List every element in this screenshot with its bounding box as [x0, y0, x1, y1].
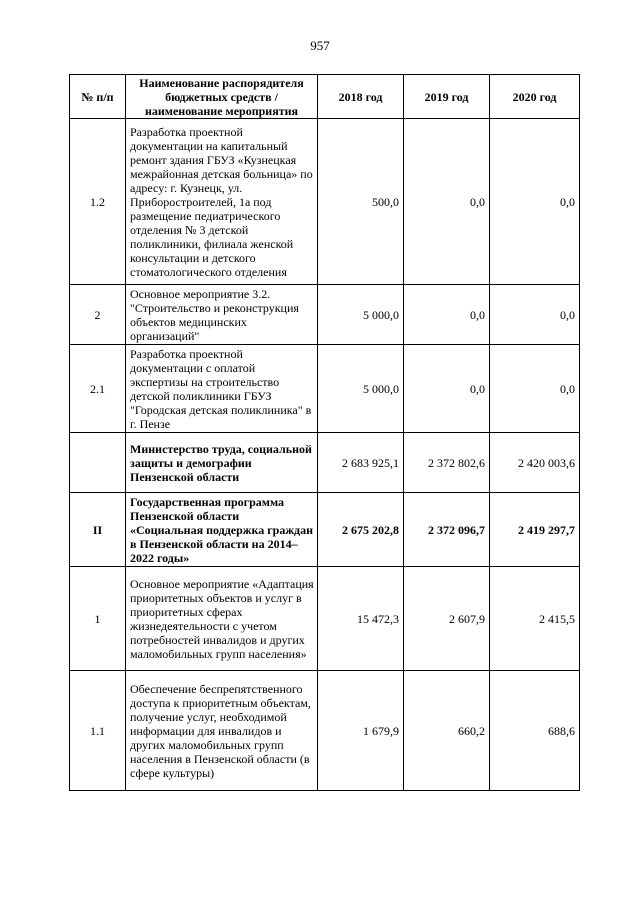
- row-2018: 500,0: [318, 119, 404, 285]
- row-name: Обеспечение беспрепятственного доступа к приоритетным объектам, получение услуг, необходимой информации для инвалидов и других маломобильных групп населения в Пензенской области (в сфере культуры): [126, 671, 318, 791]
- row-num: [70, 433, 126, 493]
- row-2018: 5 000,0: [318, 345, 404, 433]
- header-2018: 2018 год: [318, 75, 404, 119]
- row-2018: 5 000,0: [318, 285, 404, 345]
- table-row: [70, 671, 580, 791]
- row-name: Основное мероприятие «Адаптация приоритетных объектов и услуг в приоритетных сферах жизнедеятельности с учетом потребностей инвалидов и других маломобильных групп населения»: [126, 567, 318, 671]
- row-num: 2: [70, 285, 126, 345]
- table-row: [70, 433, 580, 493]
- row-2020: 0,0: [490, 345, 580, 433]
- table-row: [70, 285, 580, 345]
- row-name: Министерство труда, социальной защиты и демографии Пензенской области: [126, 433, 318, 493]
- row-name: Разработка проектной документации на капитальный ремонт здания ГБУЗ «Кузнецкая межрайонная детская больница» по адресу: г. Кузнецк, ул. Приборостроителей, 1а под размещение педиатрического отделения № 3 детской поликлиники, филиала женской консультации и детского стоматологического отделения: [126, 119, 318, 285]
- row-2018: 2 683 925,1: [318, 433, 404, 493]
- row-2018: 15 472,3: [318, 567, 404, 671]
- row-num: 1.1: [70, 671, 126, 791]
- row-2020: 2 419 297,7: [490, 493, 580, 567]
- row-name: Государственная программа Пензенской области «Социальная поддержка граждан в Пензенской области на 2014–2022 годы»: [126, 493, 318, 567]
- table-row: [70, 119, 580, 285]
- row-2020: 0,0: [490, 285, 580, 345]
- row-2019: 2 372 096,7: [404, 493, 490, 567]
- row-num: 1: [70, 567, 126, 671]
- row-2018: 2 675 202,8: [318, 493, 404, 567]
- row-2020: 2 415,5: [490, 567, 580, 671]
- row-2020: 2 420 003,6: [490, 433, 580, 493]
- row-2019: 2 607,9: [404, 567, 490, 671]
- row-2019: 0,0: [404, 119, 490, 285]
- row-num: II: [70, 493, 126, 567]
- row-2020: 688,6: [490, 671, 580, 791]
- header-name: Наименование распорядителя бюджетных средств / наименование мероприятия: [126, 75, 318, 119]
- header-2019: 2019 год: [404, 75, 490, 119]
- header-2020: 2020 год: [490, 75, 580, 119]
- row-2019: 0,0: [404, 345, 490, 433]
- row-2019: 0,0: [404, 285, 490, 345]
- row-2018: 1 679,9: [318, 671, 404, 791]
- budget-table: [69, 74, 580, 791]
- row-name: Основное мероприятие 3.2. "Строительство и реконструкция объектов медицинских организаций": [126, 285, 318, 345]
- table-row: [70, 567, 580, 671]
- row-2019: 660,2: [404, 671, 490, 791]
- header-row: [70, 75, 580, 119]
- row-2019: 2 372 802,6: [404, 433, 490, 493]
- row-2020: 0,0: [490, 119, 580, 285]
- row-num: 2.1: [70, 345, 126, 433]
- header-num: № п/п: [70, 75, 126, 119]
- page-number: 957: [310, 38, 330, 53]
- row-num: 1.2: [70, 119, 126, 285]
- table-row: [70, 345, 580, 433]
- row-name: Разработка проектной документации с оплатой экспертизы на строительство детской поликлиники ГБУЗ "Городская детская поликлиника" в г. Пензе: [126, 345, 318, 433]
- table-row: [70, 493, 580, 567]
